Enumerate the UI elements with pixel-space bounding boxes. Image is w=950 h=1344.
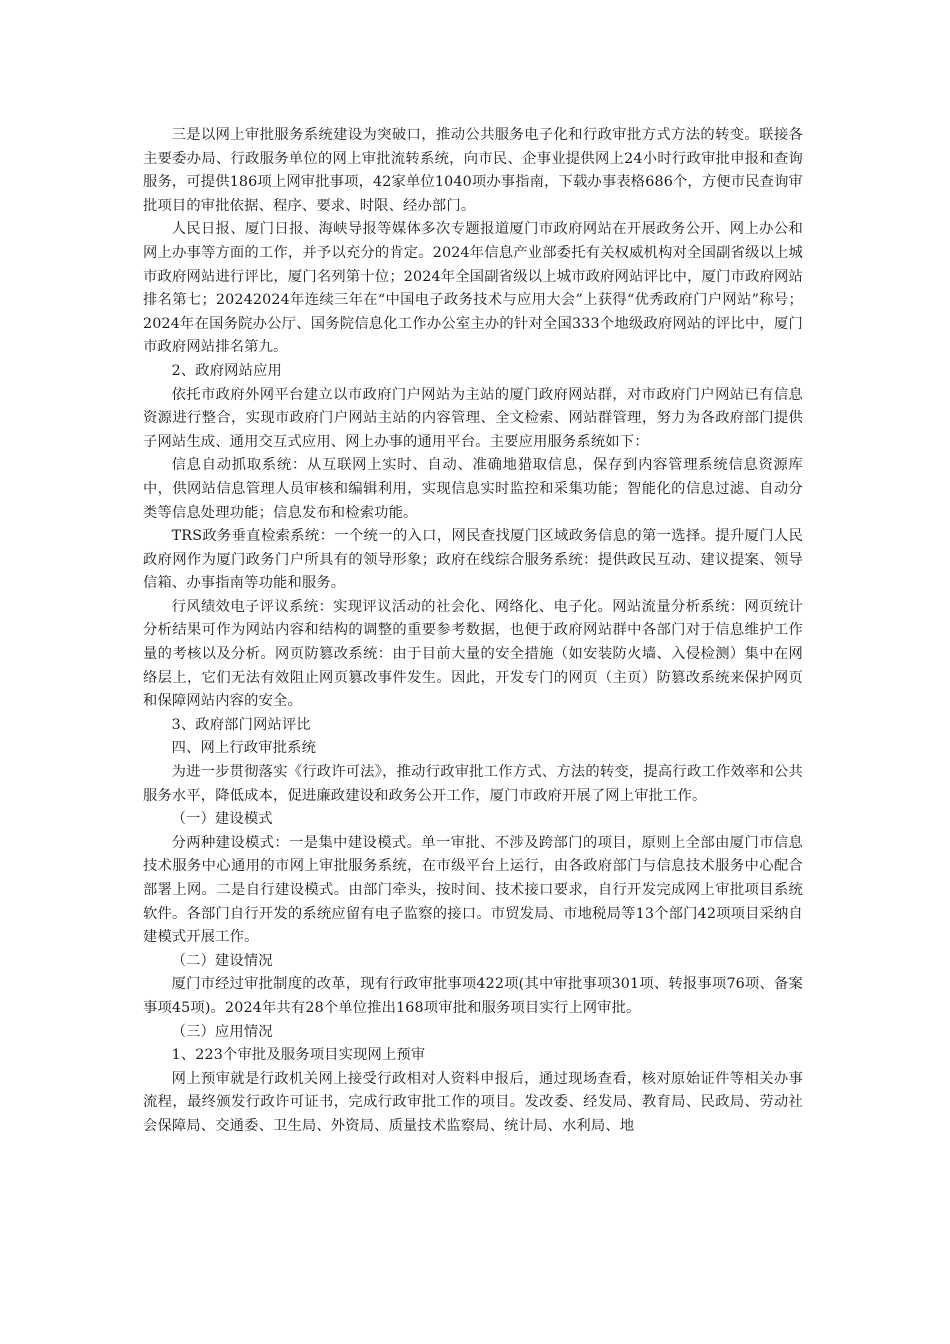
item-heading-preliminary-review: 1、223个审批及服务项目实现网上预审 bbox=[171, 1047, 426, 1064]
section-heading-website-evaluation: 3、政府部门网站评比 bbox=[171, 716, 311, 733]
paragraph-10: 网上预审就是行政机关网上接受行政相对人资料申报后，通过现场查看，核对原始证件等相关办事流程，最终颁发行政许可证书，完成行政审批工作的项目。发改委、经发局、教育局、民政局、劳动社会保障局、交通委、卫生局、外资局、质量技术监察局、统计局、水利局、地 bbox=[143, 1070, 803, 1134]
subheading-application-status: （三）应用情况 bbox=[171, 1023, 273, 1040]
paragraph-3: 依托市政府外网平台建立以市政府门户网站为主站的厦门政府网站群，对市政府门户网站已有信息资源进行整合，实现市政府门户网站主站的内容管理、全文检索、网站群管理，努力为各政府部门提供子网站生成、通用交互式应用、网上办事的通用平台。主要应用服务系统如下： bbox=[143, 386, 803, 450]
paragraph-1: 三是以网上审批服务系统建设为突破口，推动公共服务电子化和行政审批方式方法的转变。联接各主要委办局、行政服务单位的网上审批流转系统，向市民、企事业提供网上24小时行政审批申报和查询服务，可提供186项上网审批事项，42家单位1040项办事指南，下载办事表格686个，方便市民查询审批项目的审批依据、程序、要求、时限、经办部门。 bbox=[143, 127, 803, 214]
paragraph-9: 厦门市经过审批制度的改革，现有行政审批事项422项(其中审批事项301项、转报事项76项、备案事项45项)。2024年共有28个单位推出168项审批和服务项目实行上网审批。 bbox=[143, 976, 803, 1016]
paragraph-7: 为进一步贯彻落实《行政许可法》，推动行政审批工作方式、方法的转变，提高行政工作效率和公共服务水平，降低成本，促进廉政建设和政务公开工作，厦门市政府开展了网上审批工作。 bbox=[143, 764, 803, 804]
subheading-construction-status: （二）建设情况 bbox=[171, 952, 273, 969]
paragraph-5: TRS政务垂直检索系统：一个统一的入口，网民查找厦门区域政务信息的第一选择。提升厦门人民政府网作为厦门政务门户所具有的领导形象；政府在线综合服务系统：提供政民互动、建议提案、领导信箱、办事指南等功能和服务。 bbox=[143, 528, 803, 592]
document-page bbox=[143, 124, 803, 1139]
paragraph-8: 分两种建设模式：一是集中建设模式。单一审批、不涉及跨部门的项目，原则上全部由厦门市信息技术服务中心通用的市网上审批服务系统，在市级平台上运行，由各政府部门与信息技术服务中心配合部署上网。二是自行建设模式。由部门牵头，按时间、技术接口要求，自行开发完成网上审批项目系统软件。各部门自行开发的系统应留有电子监察的接口。市贸发局、市地税局等13个部门42项项目采纳自建模式开展工作。 bbox=[143, 834, 803, 946]
paragraph-6: 行风绩效电子评议系统：实现评议活动的社会化、网络化、电子化。网站流量分析系统：网页统计分析结果可作为网站内容和结构的调整的重要参考数据，也便于政府网站群中各部门对于信息维护工作量的考核以及分析。网页防篡改系统：由于目前大量的安全措施（如安装防火墙、入侵检测）集中在网络层上，它们无法有效阻止网页篡改事件发生。因此，开发专门的网页（主页）防篡改系统来保护网页和保障网站内容的安全。 bbox=[143, 598, 803, 710]
paragraph-2: 人民日报、厦门日报、海峡导报等媒体多次专题报道厦门市政府网站在开展政务公开、网上办公和网上办事等方面的工作，并予以充分的肯定。2024年信息产业部委托有关权威机构对全国副省级以上城市政府网站进行评比，厦门名列第十位；2024年全国副省级以上城市政府网站评比中，厦门市政府网站排名第七；20242024年连续三年在“中国电子政务技术与应用大会”上获得“优秀政府门户网站”称号；2024年在国务院办公厅、国务院信息化工作办公室主办的针对全国333个地级政府网站的评比中，厦门市政府网站排名第九。 bbox=[143, 221, 803, 356]
paragraph-4: 信息自动抓取系统：从互联网上实时、自动、准确地猎取信息，保存到内容管理系统信息资源库中，供网站信息管理人员审核和编辑利用，实现信息实时监控和采集功能；智能化的信息过滤、自动分类等信息处理功能；信息发布和检索功能。 bbox=[143, 457, 803, 521]
subheading-construction-mode: （一）建设模式 bbox=[171, 811, 273, 828]
section-heading-website-application: 2、政府网站应用 bbox=[171, 362, 282, 379]
section-heading-online-approval: 四、网上行政审批系统 bbox=[171, 740, 317, 757]
